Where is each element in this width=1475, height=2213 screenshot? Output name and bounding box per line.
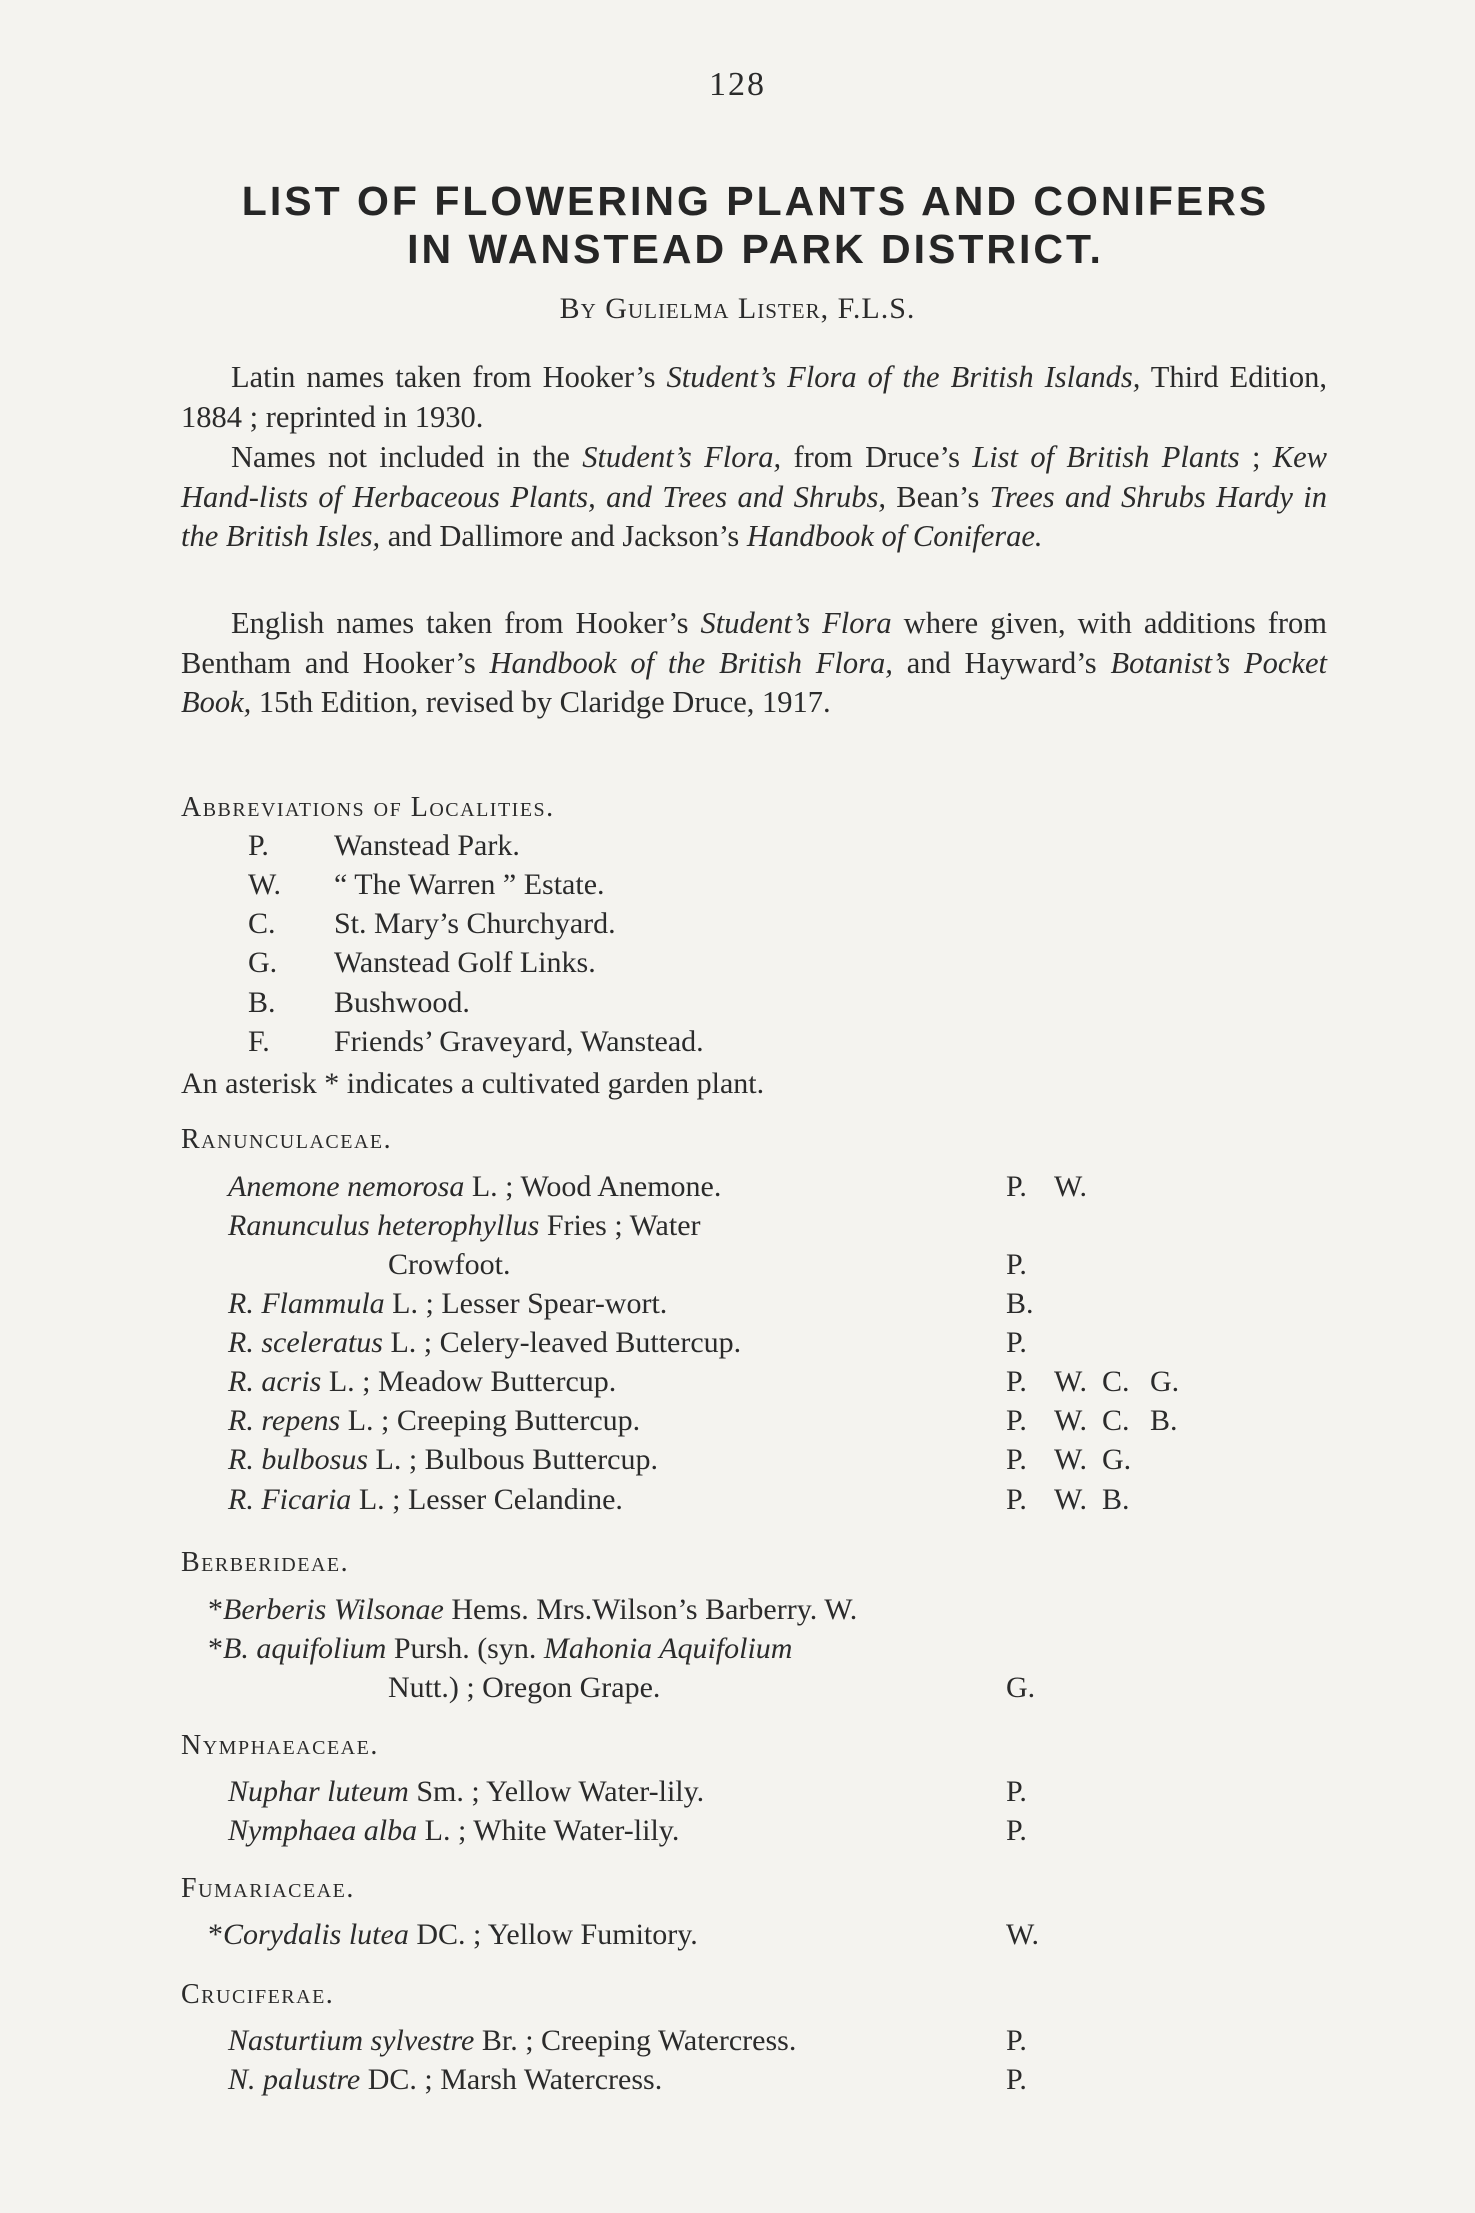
plant-entry <box>208 1915 698 1954</box>
locality-codes <box>1006 2060 1054 2099</box>
locality-code: B. <box>1102 1483 1130 1516</box>
latin-synonym: Mahonia Aquifolium <box>543 1632 793 1665</box>
page-number: 128 <box>709 66 766 103</box>
intro-paragraph-1 <box>181 358 1327 437</box>
plant-entry <box>228 1206 701 1245</box>
locality-code: P. <box>1006 2063 1027 2096</box>
locality-code: P. <box>1006 1170 1027 1203</box>
latin-name: Anemone nemorosa <box>228 1170 465 1203</box>
asterisk-mark: * <box>208 1593 223 1626</box>
locality-code: P. <box>1006 1365 1027 1398</box>
plant-entry-continuation: Nutt.) ; Oregon Grape. <box>388 1671 661 1704</box>
book-title: Trees and Shrubs Hardy in the British Isles, <box>181 479 1328 553</box>
family-heading-fumariaceae: Fumariaceae. <box>181 1873 355 1904</box>
plant-description: Hems. Mrs.Wilson’s Barberry. W. <box>443 1593 858 1626</box>
plant-description: Sm. ; Yellow Water-lily. <box>408 1775 705 1808</box>
abbreviation-row <box>248 983 470 1022</box>
locality-code: C. <box>1102 1404 1130 1437</box>
book-title: Handbook of the British Flora, <box>489 645 893 680</box>
abbreviation-code: G. <box>248 946 278 979</box>
latin-name: R. acris <box>228 1365 322 1398</box>
locality-codes <box>1006 1811 1054 1850</box>
abbreviation-name: “ The Warren ” Estate. <box>334 868 605 901</box>
locality-codes <box>1006 1323 1054 1362</box>
abbreviation-row <box>248 1022 704 1061</box>
latin-name: R. Flammula <box>228 1287 385 1320</box>
locality-code: P. <box>1006 1814 1027 1847</box>
abbreviation-code: P. <box>248 829 269 862</box>
abbreviation-code: W. <box>248 868 282 901</box>
plant-description: DC. ; Yellow Fumitory. <box>408 1918 698 1951</box>
locality-code: W. <box>1054 1404 1088 1437</box>
text-run: Third Edition, 1884 ; reprinted in 1930. <box>181 360 1327 434</box>
plant-entry <box>228 1440 658 1479</box>
locality-codes <box>1006 1167 1102 1206</box>
latin-name: Ranunculus heterophyllus <box>228 1209 540 1242</box>
plant-description: Pursh. (syn. <box>386 1632 544 1665</box>
locality-code: P. <box>1006 1483 1027 1516</box>
asterisk-note: An asterisk * indicates a cultivated garden plant. <box>181 1067 765 1100</box>
plant-description: L. ; Creeping Buttercup. <box>340 1404 641 1437</box>
locality-code: W. <box>1054 1443 1088 1476</box>
text-run: and Hayward’s <box>892 645 1111 680</box>
locality-code: W. <box>1054 1483 1088 1516</box>
abbreviation-row <box>248 943 596 982</box>
plant-entry <box>228 1811 679 1850</box>
locality-code: B. <box>1006 1287 1034 1320</box>
intro-paragraph-2 <box>181 438 1327 557</box>
intro-paragraph-3 <box>181 604 1327 723</box>
locality-code: G. <box>1102 1443 1132 1476</box>
plant-entry <box>208 1629 792 1668</box>
locality-codes <box>1006 1668 1054 1707</box>
latin-name: N. palustre <box>228 2063 361 2096</box>
plant-entry <box>228 1772 704 1811</box>
text-run: from Druce’s <box>781 440 973 474</box>
book-title: Student’s Flora, <box>582 440 782 474</box>
book-title: List of British Plants <box>972 440 1240 474</box>
abbreviation-name: St. Mary’s Churchyard. <box>334 907 616 940</box>
latin-name: B. aquifolium <box>223 1632 387 1665</box>
abbreviation-code: C. <box>248 907 276 940</box>
book-title: Student’s Flora of the British Islands, <box>666 360 1141 394</box>
plant-entry-continuation: Crowfoot. <box>388 1248 511 1281</box>
latin-name: Nymphaea alba <box>228 1814 418 1847</box>
plant-description: L. ; Lesser Celandine. <box>351 1483 623 1516</box>
locality-codes <box>1006 2021 1054 2060</box>
family-heading-ranunculaceae: Ranunculaceae. <box>181 1124 393 1155</box>
locality-code: P. <box>1006 1326 1027 1359</box>
family-heading-cruciferae: Cruciferae. <box>181 1979 335 2010</box>
book-title: Kew Hand-lists of Herbaceous Plants, and Trees and Shrubs, <box>181 440 1327 514</box>
asterisk-mark: * <box>208 1632 223 1665</box>
locality-code: C. <box>1102 1365 1130 1398</box>
book-title: Botanist’s Pocket Book, <box>181 645 1327 719</box>
locality-code: W. <box>1054 1170 1088 1203</box>
plant-description: L. ; Celery-leaved Buttercup. <box>382 1326 742 1359</box>
plant-description: L. ; Lesser Spear-wort. <box>384 1287 668 1320</box>
latin-name: Nasturtium sylvestre <box>228 2024 475 2057</box>
plant-entry <box>208 1590 857 1629</box>
text-run: and Dallimore and Jackson’s <box>380 519 747 553</box>
plant-description: L. ; Meadow Buttercup. <box>321 1365 617 1398</box>
text-run: ; <box>1239 440 1273 474</box>
plant-description: L. ; Bulbous Buttercup. <box>368 1443 658 1476</box>
plant-entry <box>228 2060 662 2099</box>
locality-codes <box>1006 1362 1198 1401</box>
plant-entry <box>228 1480 623 1519</box>
locality-code: G. <box>1150 1365 1180 1398</box>
plant-description: Br. ; Creeping Watercress. <box>474 2024 797 2057</box>
text-run: Bean’s <box>885 479 990 514</box>
plant-entry <box>228 1323 741 1362</box>
latin-name: R. repens <box>228 1404 341 1437</box>
plant-entry <box>228 1362 616 1401</box>
byline: By Gulielma Lister, F.L.S. <box>559 292 916 325</box>
plant-description: Fries ; Water <box>539 1209 701 1242</box>
abbreviation-name: Wanstead Park. <box>334 829 520 862</box>
latin-name: Nuphar luteum <box>228 1775 409 1808</box>
locality-codes <box>1006 1401 1198 1440</box>
locality-codes <box>1006 1440 1150 1479</box>
plant-entry <box>228 1167 721 1206</box>
text-run: Names not included in the <box>231 440 583 474</box>
latin-name: R. sceleratus <box>228 1326 383 1359</box>
latin-name: R. bulbosus <box>228 1443 369 1476</box>
plant-description: L. ; White Water-lily. <box>417 1814 680 1847</box>
locality-code: P. <box>1006 2024 1027 2057</box>
locality-code: P. <box>1006 1775 1027 1808</box>
book-title: Student’s Flora <box>700 606 892 640</box>
locality-codes <box>1006 1284 1054 1323</box>
abbreviation-row <box>248 904 616 943</box>
latin-name: Corydalis lutea <box>223 1918 409 1951</box>
locality-code: P. <box>1006 1443 1027 1476</box>
locality-code: G. <box>1006 1671 1036 1704</box>
locality-code: W. <box>1006 1918 1040 1951</box>
locality-code: P. <box>1006 1404 1027 1437</box>
abbreviation-name: Wanstead Golf Links. <box>334 946 596 979</box>
locality-code: P. <box>1006 1248 1027 1281</box>
abbreviation-row <box>248 865 605 904</box>
text-run: where given, with additions from Bentham and Hooker’s <box>181 606 1328 680</box>
locality-codes <box>1006 1915 1054 1954</box>
plant-entry <box>228 1401 640 1440</box>
locality-codes <box>1006 1480 1150 1519</box>
latin-name: R. Ficaria <box>228 1483 352 1516</box>
locality-code: B. <box>1150 1404 1178 1437</box>
asterisk-mark: * <box>208 1918 223 1951</box>
abbreviation-name: Bushwood. <box>334 986 470 1019</box>
family-heading-berberideae: Berberideae. <box>181 1547 350 1578</box>
abbreviation-code: F. <box>248 1025 270 1058</box>
abbreviations-heading: Abbreviations of Localities. <box>181 792 555 823</box>
locality-code: W. <box>1054 1365 1088 1398</box>
locality-codes <box>1006 1245 1054 1284</box>
title-line-1: LIST OF FLOWERING PLANTS AND CONIFERS <box>241 178 1270 224</box>
plant-description: DC. ; Marsh Watercress. <box>360 2063 663 2096</box>
abbreviation-name: Friends’ Graveyard, Wanstead. <box>334 1025 704 1058</box>
locality-codes <box>1006 1772 1054 1811</box>
plant-entry <box>228 1284 667 1323</box>
text-run: Latin names taken from Hooker’s <box>231 360 667 394</box>
plant-description: L. ; Wood Anemone. <box>464 1170 722 1203</box>
title-line-2: IN WANSTEAD PARK DISTRICT. <box>407 226 1104 272</box>
abbreviation-row <box>248 826 520 865</box>
latin-name: Berberis Wilsonae <box>223 1593 444 1626</box>
family-heading-nymphaeaceae: Nymphaeaceae. <box>181 1730 379 1761</box>
plant-entry <box>228 2021 796 2060</box>
abbreviation-code: B. <box>248 986 276 1019</box>
text-run: English names taken from Hooker’s <box>231 606 701 640</box>
text-run: 15th Edition, revised by Claridge Druce, 1917. <box>251 685 831 719</box>
book-title: Handbook of Coniferae. <box>746 519 1043 553</box>
